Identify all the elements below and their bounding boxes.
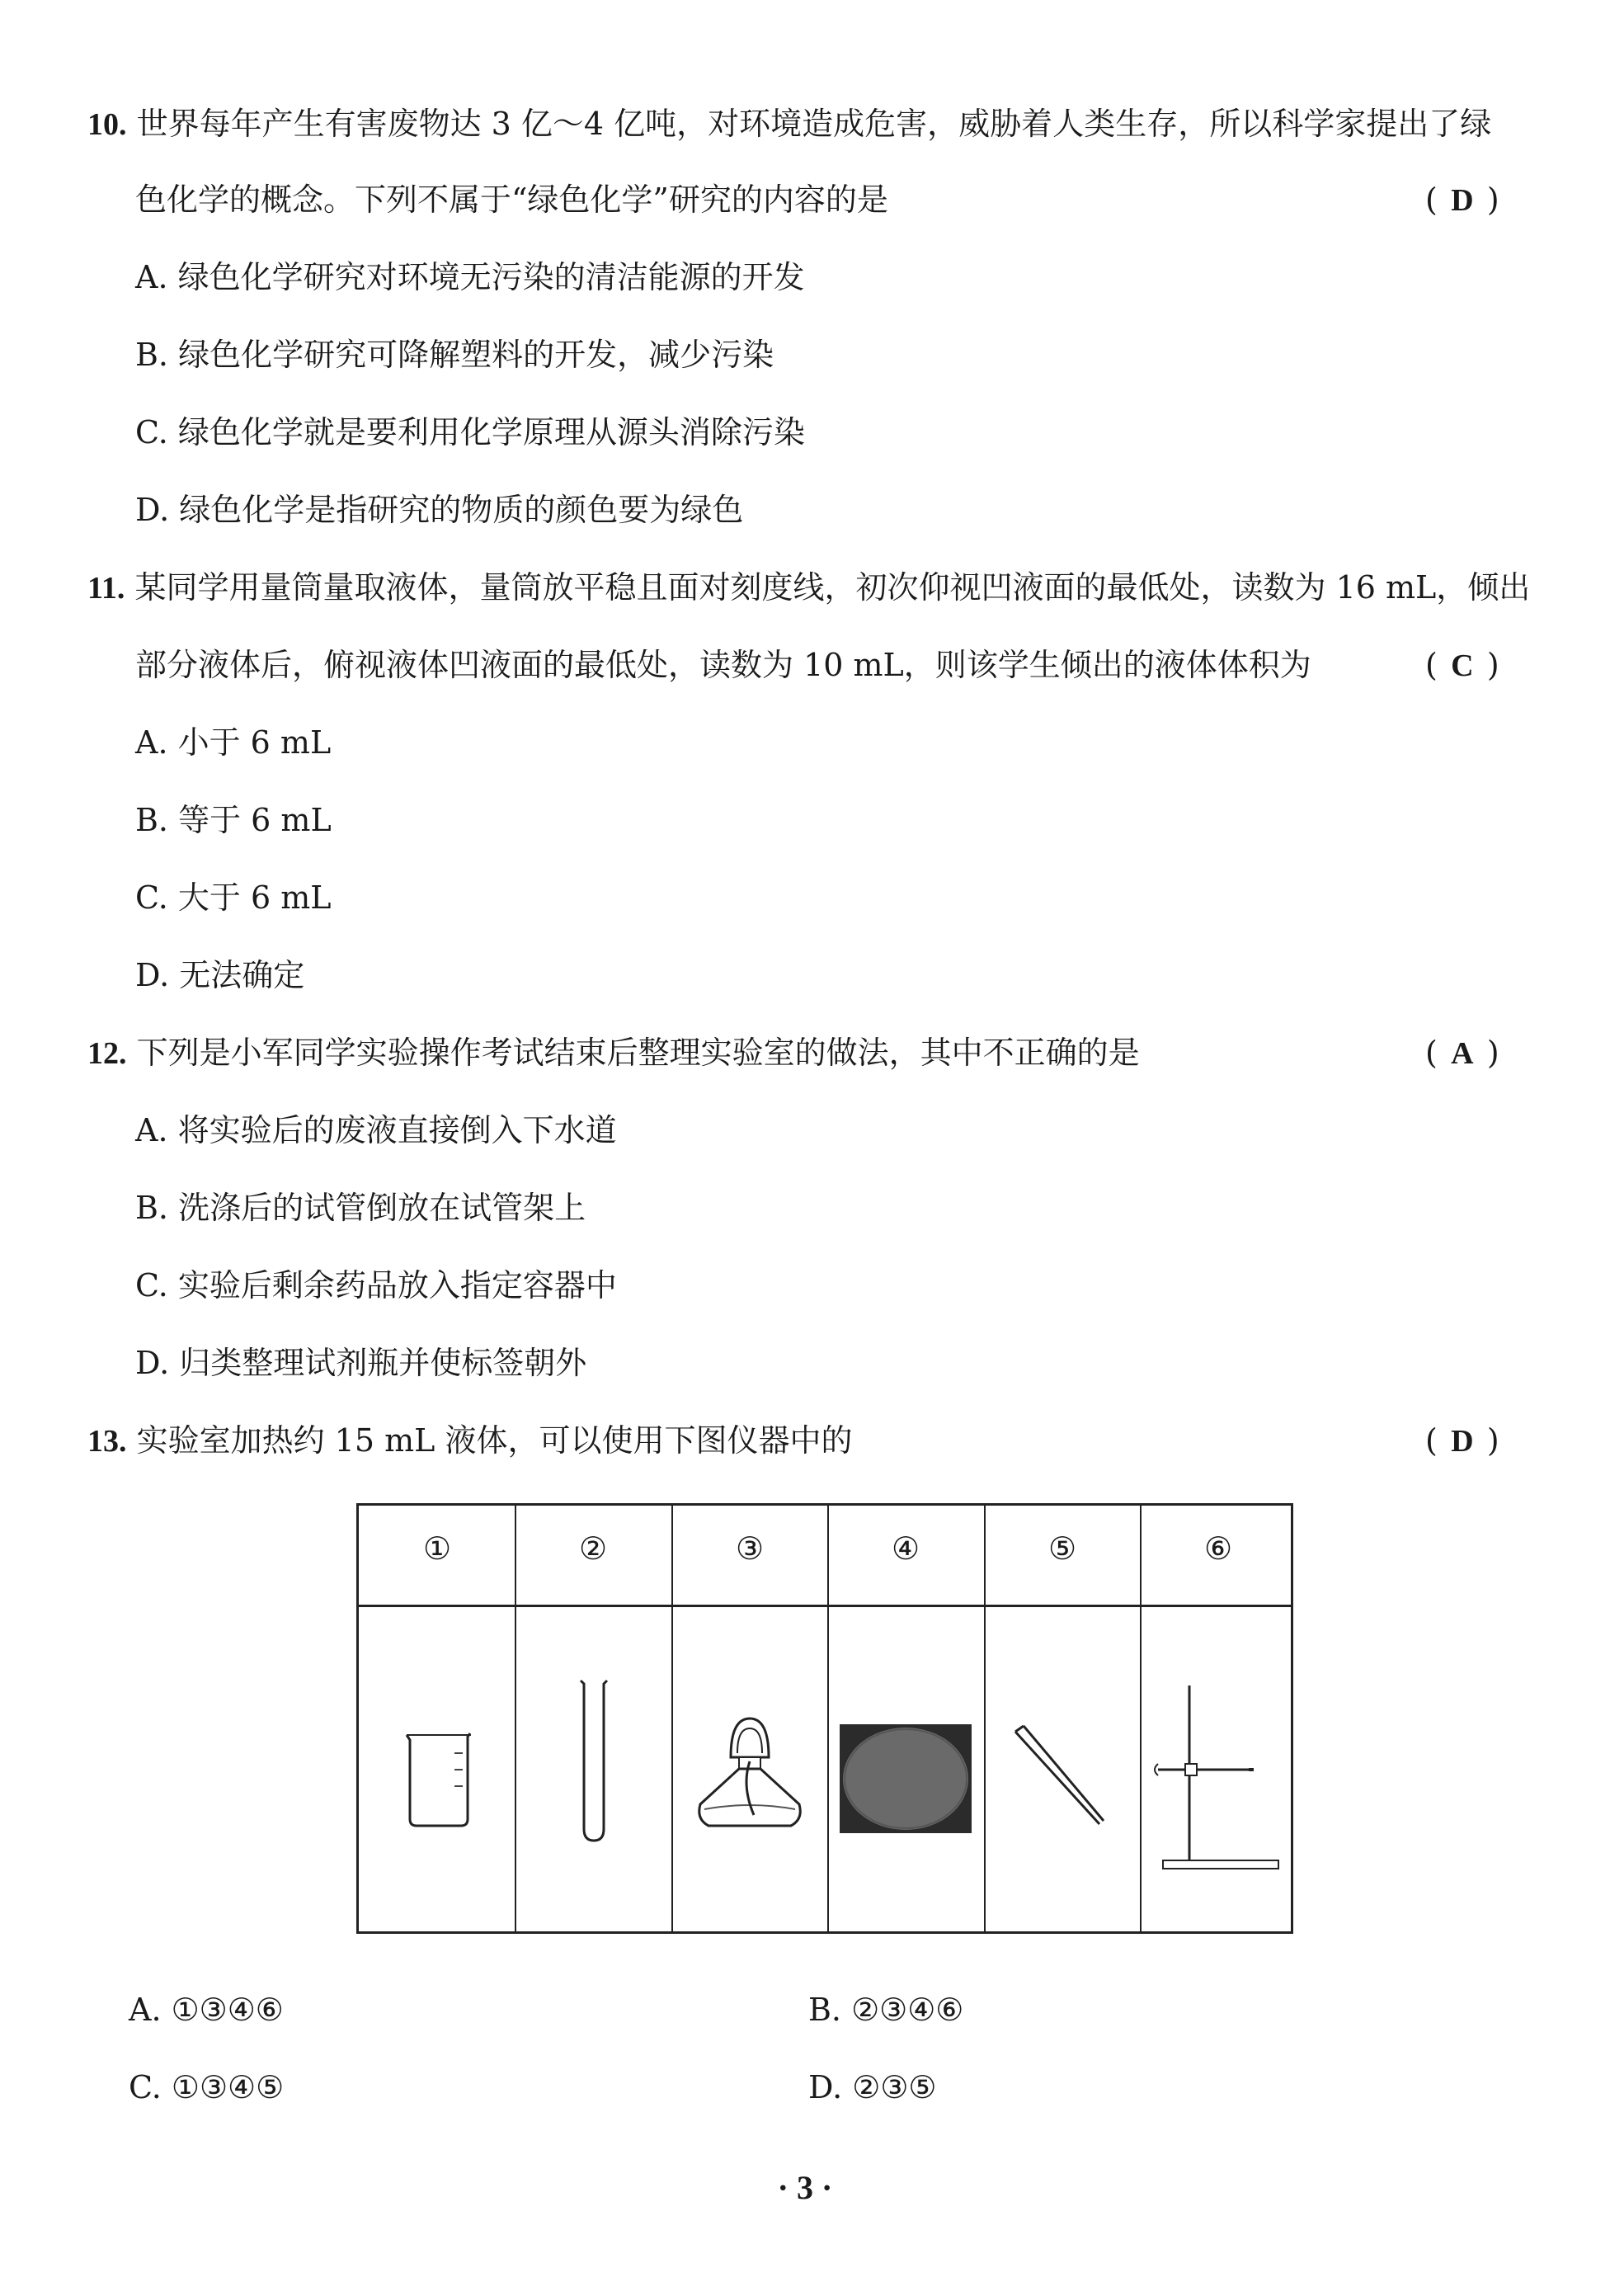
q11-option-a: A. 小于 6 mL xyxy=(135,724,332,761)
q10-number: 10. xyxy=(87,107,127,142)
instrument-number-1: ① xyxy=(422,1530,452,1567)
q13-answer-letter: D xyxy=(1451,1424,1474,1459)
q12-number: 12. xyxy=(87,1036,127,1071)
q13-option-a: A. ①③④⑥ xyxy=(129,1992,284,2028)
q11-stem-text1: 某同学用量筒量取液体，量筒放平稳且面对刻度线，初次仰视凹液面的最低处，读数为 16 mL，倾出 xyxy=(134,569,1531,606)
q11-option-c: C. 大于 6 mL xyxy=(135,879,332,916)
q12-option-b: B. 洗涤后的试管倒放在试管架上 xyxy=(135,1190,586,1226)
q10-option-b: B. 绿色化学研究可降解塑料的开发，减少污染 xyxy=(135,337,774,373)
q11-answer-letter: C xyxy=(1451,648,1474,683)
q10-option-a: A. 绿色化学研究对环境无污染的清洁能源的开发 xyxy=(135,259,805,295)
q10-answer-letter: D xyxy=(1451,183,1474,218)
q10-stem-text1: 世界每年产生有害废物达 3 亿～4 亿吨，对环境造成危害，威胁着人类生存，所以科学家提出了绿 xyxy=(136,106,1492,142)
test-tube-icon xyxy=(515,1613,671,1926)
q12-option-d: D. 归类整理试剂瓶并使标签朝外 xyxy=(135,1345,587,1381)
q11-stem-line2: 部分液体后，俯视液体凹液面的最低处，读数为 10 mL，则该学生倾出的液体体积为 xyxy=(135,647,1311,683)
q13-option-d: D. ②③⑤ xyxy=(808,2069,937,2105)
q11-number: 11. xyxy=(87,571,125,606)
q12-answer: ( A ) xyxy=(1425,1031,1499,1075)
q11-option-d: D. 无法确定 xyxy=(135,957,305,993)
q12-option-c: C. 实验后剩余药品放入指定容器中 xyxy=(135,1267,617,1304)
beaker-icon xyxy=(359,1613,515,1926)
q10-stem-line1 xyxy=(87,102,1491,146)
q10-answer: ( D ) xyxy=(1425,178,1499,222)
instrument-number-5: ⑤ xyxy=(1047,1530,1077,1567)
instrument-number-3: ③ xyxy=(735,1530,765,1567)
q11-stem-line1 xyxy=(87,566,1530,610)
q10-option-c: C. 绿色化学就是要利用化学原理从源头消除污染 xyxy=(135,414,805,450)
q12-stem-line1 xyxy=(87,1031,1140,1075)
q10-stem-line2: 色化学的概念。下列不属于“绿色化学”研究的内容的是 xyxy=(135,182,888,218)
tongs-icon xyxy=(984,1613,1141,1926)
q13-option-b: B. ②③④⑥ xyxy=(808,1992,964,2028)
q13-option-c: C. ①③④⑤ xyxy=(129,2069,285,2105)
page-number: · 3 · xyxy=(777,2169,833,2206)
q13-stem-line1 xyxy=(87,1419,852,1463)
q13-number: 13. xyxy=(87,1424,127,1459)
q13-answer: ( D ) xyxy=(1425,1419,1499,1463)
q11-option-b: B. 等于 6 mL xyxy=(135,802,332,838)
instrument-number-2: ② xyxy=(578,1530,608,1567)
instrument-number-4: ④ xyxy=(891,1530,920,1567)
instrument-table xyxy=(356,1503,1293,1934)
q13-stem-text1: 实验室加热约 15 mL 液体，可以使用下图仪器中的 xyxy=(136,1422,853,1459)
q12-answer-letter: A xyxy=(1451,1036,1474,1071)
alcohol-lamp-icon xyxy=(671,1613,828,1926)
iron-stand-icon xyxy=(1140,1613,1297,1926)
q11-answer: ( C ) xyxy=(1425,644,1499,687)
asbestos-mesh-icon xyxy=(827,1613,984,1926)
q12-option-a: A. 将实验后的废液直接倒入下水道 xyxy=(135,1112,617,1148)
q10-option-d: D. 绿色化学是指研究的物质的颜色要为绿色 xyxy=(135,492,744,528)
instrument-number-6: ⑥ xyxy=(1203,1530,1233,1567)
q12-stem-text1: 下列是小军同学实验操作考试结束后整理实验室的做法，其中不正确的是 xyxy=(136,1035,1140,1071)
